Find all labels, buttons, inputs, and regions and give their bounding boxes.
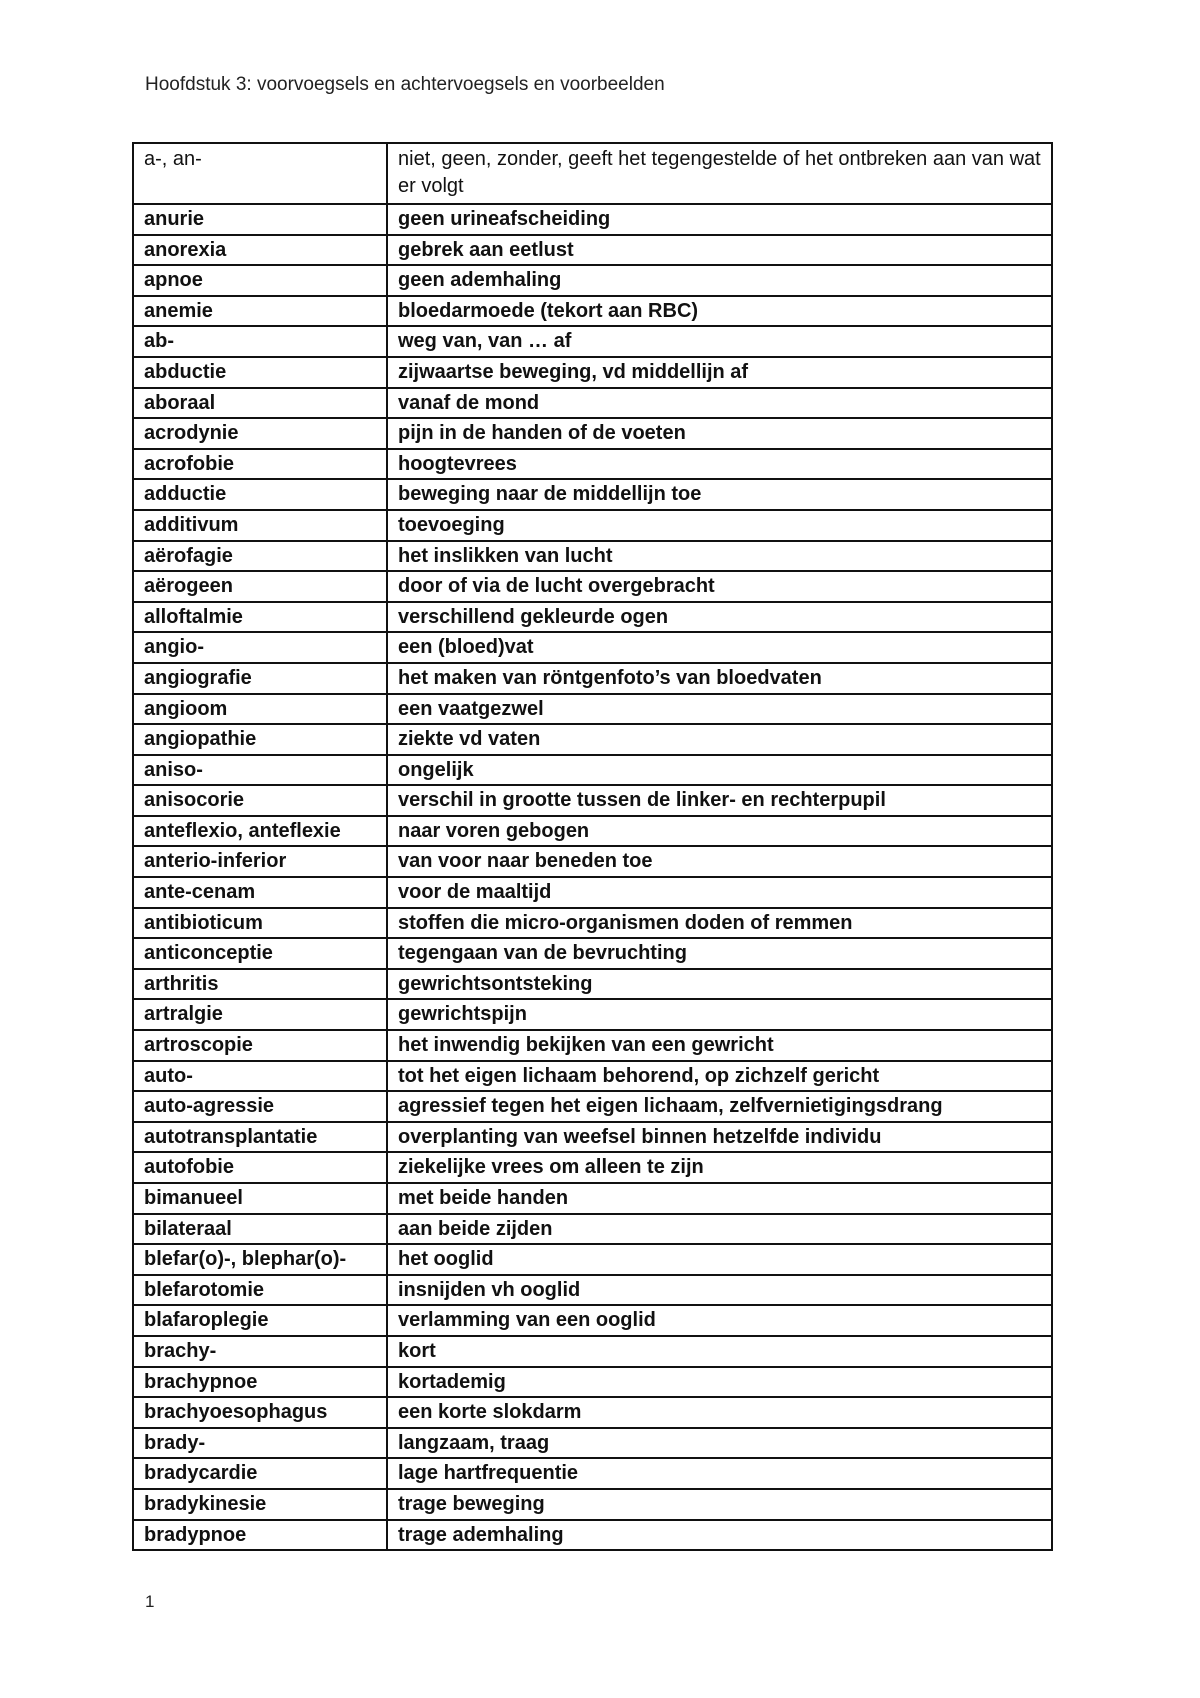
table-row	[133, 1214, 1052, 1245]
table-row	[133, 663, 1052, 694]
table-row	[133, 541, 1052, 572]
term-cell: artralgie	[133, 999, 387, 1030]
table-row	[133, 1458, 1052, 1489]
table-row	[133, 816, 1052, 847]
table-row	[133, 479, 1052, 510]
definition-cell: trage beweging	[387, 1489, 1052, 1520]
definition-cell: ziekelijke vrees om alleen te zijn	[387, 1152, 1052, 1183]
term-cell: additivum	[133, 510, 387, 541]
term-cell: bradypnoe	[133, 1520, 387, 1551]
term-cell: angiopathie	[133, 724, 387, 755]
table-row	[133, 1275, 1052, 1306]
term-cell: brady-	[133, 1428, 387, 1459]
term-cell: ab-	[133, 326, 387, 357]
term-cell: bilateraal	[133, 1214, 387, 1245]
definition-cell: met beide handen	[387, 1183, 1052, 1214]
definition-cell: het maken van röntgenfoto’s van bloedvaten	[387, 663, 1052, 694]
table-row	[133, 908, 1052, 939]
definition-cell: toevoeging	[387, 510, 1052, 541]
definition-cell: verlamming van een ooglid	[387, 1305, 1052, 1336]
term-cell: autotransplantatie	[133, 1122, 387, 1153]
definition-cell: tot het eigen lichaam behorend, op zichzelf gericht	[387, 1061, 1052, 1092]
definition-cell: vanaf de mond	[387, 388, 1052, 419]
table-row	[133, 571, 1052, 602]
term-cell: blefar(o)-, blephar(o)-	[133, 1244, 387, 1275]
table-row	[133, 755, 1052, 786]
definition-cell: agressief tegen het eigen lichaam, zelfvernietigingsdrang	[387, 1091, 1052, 1122]
term-cell: auto-	[133, 1061, 387, 1092]
table-row	[133, 999, 1052, 1030]
term-cell: bradykinesie	[133, 1489, 387, 1520]
definition-cell: van voor naar beneden toe	[387, 846, 1052, 877]
definition-cell: een vaatgezwel	[387, 694, 1052, 725]
definition-cell: een korte slokdarm	[387, 1397, 1052, 1428]
table-row	[133, 877, 1052, 908]
table-row	[133, 1489, 1052, 1520]
term-cell: blefarotomie	[133, 1275, 387, 1306]
table-row	[133, 265, 1052, 296]
definition-cell: verschil in grootte tussen de linker- en rechterpupil	[387, 785, 1052, 816]
table-row	[133, 1091, 1052, 1122]
terminology-table-body	[133, 143, 1052, 1550]
term-cell: anurie	[133, 204, 387, 235]
definition-cell: zijwaartse beweging, vd middellijn af	[387, 357, 1052, 388]
term-cell: arthritis	[133, 969, 387, 1000]
term-cell: anemie	[133, 296, 387, 327]
definition-cell: het inwendig bekijken van een gewricht	[387, 1030, 1052, 1061]
term-cell: brachy-	[133, 1336, 387, 1367]
term-cell: blafaroplegie	[133, 1305, 387, 1336]
definition-cell: door of via de lucht overgebracht	[387, 571, 1052, 602]
definition-cell: ongelijk	[387, 755, 1052, 786]
table-row	[133, 1305, 1052, 1336]
definition-cell: gewrichtspijn	[387, 999, 1052, 1030]
term-cell: aniso-	[133, 755, 387, 786]
definition-cell: gebrek aan eetlust	[387, 235, 1052, 266]
term-cell: acrodynie	[133, 418, 387, 449]
term-cell: artroscopie	[133, 1030, 387, 1061]
definition-cell: weg van, van … af	[387, 326, 1052, 357]
term-cell: angioom	[133, 694, 387, 725]
term-cell: bradycardie	[133, 1458, 387, 1489]
definition-cell: naar voren gebogen	[387, 816, 1052, 847]
table-row	[133, 694, 1052, 725]
page-number: 1	[145, 1592, 155, 1611]
definition-cell: ziekte vd vaten	[387, 724, 1052, 755]
table-row	[133, 1030, 1052, 1061]
term-cell: alloftalmie	[133, 602, 387, 633]
term-cell: anterio-inferior	[133, 846, 387, 877]
term-cell: brachyoesophagus	[133, 1397, 387, 1428]
table-row	[133, 510, 1052, 541]
term-cell: anisocorie	[133, 785, 387, 816]
table-row	[133, 388, 1052, 419]
table-row	[133, 969, 1052, 1000]
term-cell: antibioticum	[133, 908, 387, 939]
definition-cell: bloedarmoede (tekort aan RBC)	[387, 296, 1052, 327]
table-row	[133, 785, 1052, 816]
table-row	[133, 204, 1052, 235]
table-row	[133, 1336, 1052, 1367]
table-row	[133, 1152, 1052, 1183]
table-row	[133, 418, 1052, 449]
definition-cell: overplanting van weefsel binnen hetzelfde individu	[387, 1122, 1052, 1153]
definition-cell: verschillend gekleurde ogen	[387, 602, 1052, 633]
table-row	[133, 938, 1052, 969]
table-row	[133, 1122, 1052, 1153]
definition-cell: insnijden vh ooglid	[387, 1275, 1052, 1306]
definition-cell: kort	[387, 1336, 1052, 1367]
definition-cell: het inslikken van lucht	[387, 541, 1052, 572]
table-row	[133, 1183, 1052, 1214]
table-row	[133, 326, 1052, 357]
page-header: Hoofdstuk 3: voorvoegsels en achtervoegsels en voorbeelden	[145, 74, 665, 95]
definition-cell: geen ademhaling	[387, 265, 1052, 296]
definition-cell: gewrichtsontsteking	[387, 969, 1052, 1000]
definition-cell: stoffen die micro-organismen doden of remmen	[387, 908, 1052, 939]
definition-cell: niet, geen, zonder, geeft het tegengestelde of het ontbreken aan van wat er volgt	[387, 143, 1052, 204]
table-row	[133, 235, 1052, 266]
term-cell: brachypnoe	[133, 1367, 387, 1398]
definition-cell: aan beide zijden	[387, 1214, 1052, 1245]
definition-cell: lage hartfrequentie	[387, 1458, 1052, 1489]
definition-cell: het ooglid	[387, 1244, 1052, 1275]
term-cell: angiografie	[133, 663, 387, 694]
definition-cell: pijn in de handen of de voeten	[387, 418, 1052, 449]
term-cell: anticonceptie	[133, 938, 387, 969]
terminology-table	[132, 142, 1053, 1551]
table-row	[133, 1244, 1052, 1275]
definition-cell: tegengaan van de bevruchting	[387, 938, 1052, 969]
definition-cell: beweging naar de middellijn toe	[387, 479, 1052, 510]
table-row	[133, 602, 1052, 633]
definition-cell: geen urineafscheiding	[387, 204, 1052, 235]
term-cell: apnoe	[133, 265, 387, 296]
table-row	[133, 449, 1052, 480]
definition-cell: een (bloed)vat	[387, 632, 1052, 663]
table-row	[133, 143, 1052, 204]
table-row	[133, 296, 1052, 327]
term-cell: anteflexio, anteflexie	[133, 816, 387, 847]
term-cell: a-, an-	[133, 143, 387, 204]
term-cell: angio-	[133, 632, 387, 663]
table-row	[133, 1367, 1052, 1398]
table-row	[133, 846, 1052, 877]
term-cell: autofobie	[133, 1152, 387, 1183]
table-row	[133, 1061, 1052, 1092]
term-cell: anorexia	[133, 235, 387, 266]
term-cell: abductie	[133, 357, 387, 388]
table-row	[133, 1520, 1052, 1551]
term-cell: aërogeen	[133, 571, 387, 602]
table-row	[133, 1397, 1052, 1428]
term-cell: ante-cenam	[133, 877, 387, 908]
term-cell: aërofagie	[133, 541, 387, 572]
definition-cell: voor de maaltijd	[387, 877, 1052, 908]
term-cell: auto-agressie	[133, 1091, 387, 1122]
definition-cell: langzaam, traag	[387, 1428, 1052, 1459]
definition-cell: trage ademhaling	[387, 1520, 1052, 1551]
table-row	[133, 724, 1052, 755]
table-row	[133, 357, 1052, 388]
table-row	[133, 1428, 1052, 1459]
table-row	[133, 632, 1052, 663]
term-cell: bimanueel	[133, 1183, 387, 1214]
term-cell: adductie	[133, 479, 387, 510]
definition-cell: hoogtevrees	[387, 449, 1052, 480]
term-cell: aboraal	[133, 388, 387, 419]
definition-cell: kortademig	[387, 1367, 1052, 1398]
term-cell: acrofobie	[133, 449, 387, 480]
